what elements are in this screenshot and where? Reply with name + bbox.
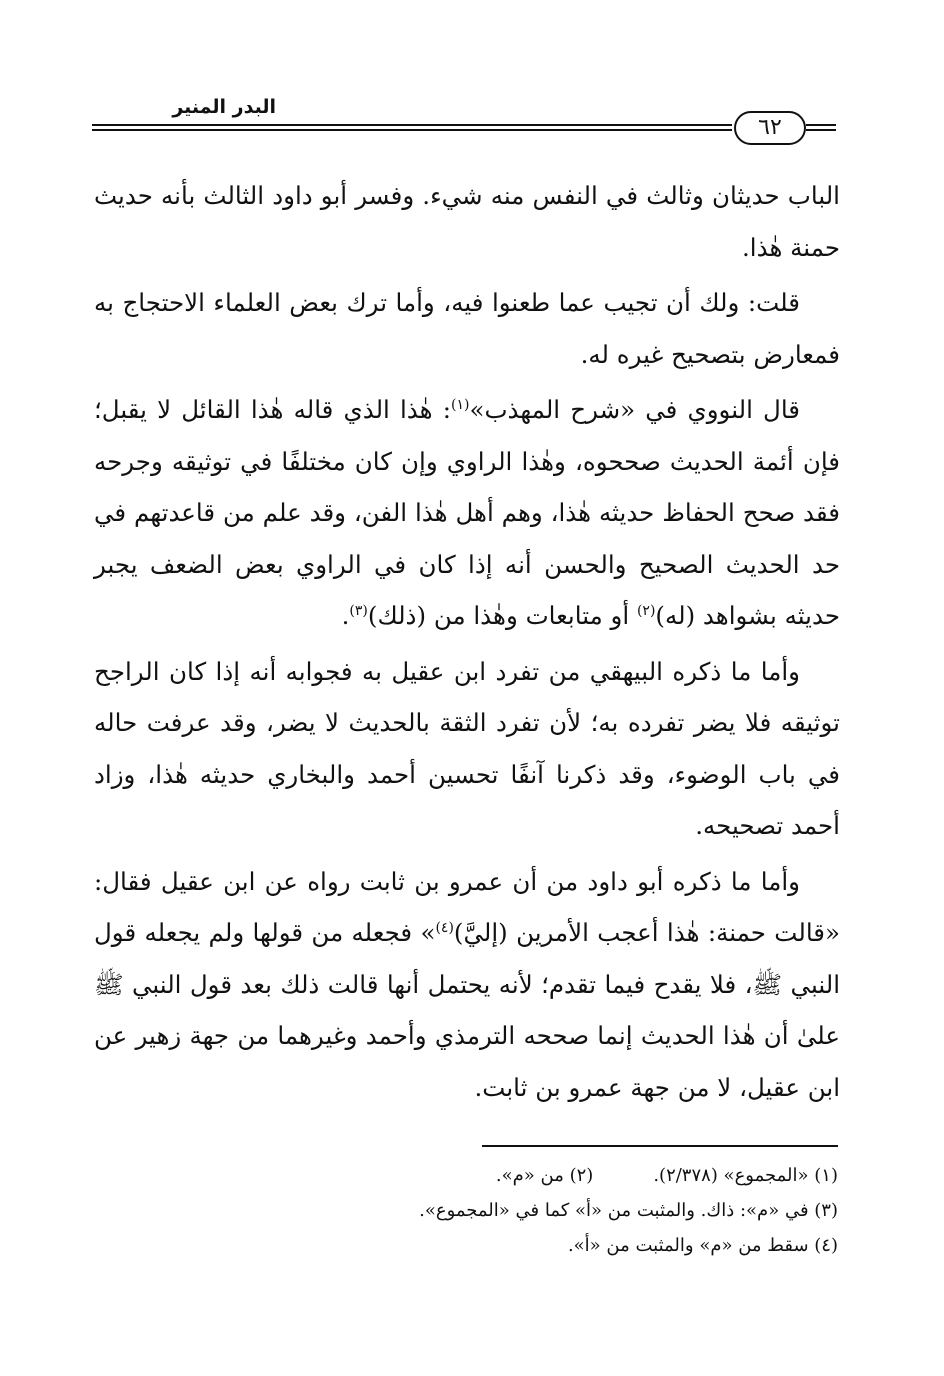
header-rule bbox=[92, 129, 732, 131]
text-run: قال النووي في «شرح المهذب» bbox=[469, 395, 801, 424]
paragraph: الباب حديثان وثالث في النفس منه شيء. وفسر أبو داود الثالث بأنه حديث حمنة هٰذا. bbox=[94, 181, 840, 262]
footnote-separator bbox=[482, 1145, 838, 1147]
footnote: (١) «المجموع» (٢/٣٧٨). bbox=[653, 1165, 838, 1186]
header-rule bbox=[92, 124, 732, 126]
footnotes bbox=[200, 1158, 838, 1263]
paragraph: قلت: ولك أن تجيب عما طعنوا فيه، وأما ترك بعض العلماء الاحتجاج به فمعارض بتصحيح غيره له. bbox=[94, 288, 840, 369]
paragraph bbox=[94, 384, 840, 642]
text-run: أو متابعات وهٰذا من (ذلك) bbox=[367, 601, 637, 630]
text-run: : هٰذا الذي قاله هٰذا القائل لا يقبل؛ فإن أئمة الحديث صححوه، وهٰذا الراوي وإن كان مختلفًا في توثيقه وجرحه فقد صحح الحفاظ حديثه هٰذا، وهم أهل هٰذا الفن، وقد علم من قاعدتهم في حد الحديث الصحيح والحسن أنه إذا كان في الراوي بعض الضعف يجبر حديثه بشواهد (له) bbox=[94, 395, 840, 630]
running-header-title: البدر المنير bbox=[172, 96, 276, 118]
paragraph: وأما ما ذكره البيهقي من تفرد ابن عقيل به فجوابه أنه إذا كان الراجح توثيقه فلا يضر تفرده به؛ لأن تفرد الثقة بالحديث لا يضر، وقد عرفت حاله في باب الوضوء، وقد ذكرنا آنفًا تحسين أحمد والبخاري حديثه هٰذا، وزاد أحمد تصحيحه. bbox=[94, 656, 840, 840]
header-rule bbox=[806, 124, 836, 126]
footnote-ref: (٢) bbox=[636, 602, 656, 619]
header-rule bbox=[806, 129, 836, 131]
text-run: . bbox=[341, 601, 350, 630]
footnote-ref: (٤) bbox=[435, 919, 454, 936]
page-number: ٦٢ bbox=[734, 111, 806, 145]
footnote-line bbox=[200, 1158, 838, 1193]
footnote-ref: (٣) bbox=[349, 602, 368, 619]
text-run: » فجعله من قولها ولم يجعله قول النبي ﷺ، فلا يقدح فيما تقدم؛ لأنه يحتمل أنها قالت ذلك بعد قول النبي ﷺ علىٰ أن هٰذا الحديث إنما صححه الترمذي وأحمد وغيرهما من جهة زهير عن ابن عقيل، لا من جهة عمرو بن ثابت. bbox=[94, 918, 840, 1102]
footnote: (٤) سقط من «م» والمثبت من «أ». bbox=[567, 1235, 838, 1256]
footnote: (٣) في «م»: ذاك. والمثبت من «أ» كما في «المجموع». bbox=[419, 1200, 838, 1221]
paragraph bbox=[94, 856, 840, 1114]
footnote-ref: (١) bbox=[451, 396, 470, 413]
text-run: وأما ما ذكره أبو داود من أن عمرو بن ثابت رواه عن ابن عقيل فقال: «قالت حمنة: هٰذا أعجب الأمرين (إليَّ) bbox=[94, 866, 840, 947]
main-text bbox=[94, 170, 840, 1117]
footnote: (٢) من «م». bbox=[495, 1165, 594, 1186]
